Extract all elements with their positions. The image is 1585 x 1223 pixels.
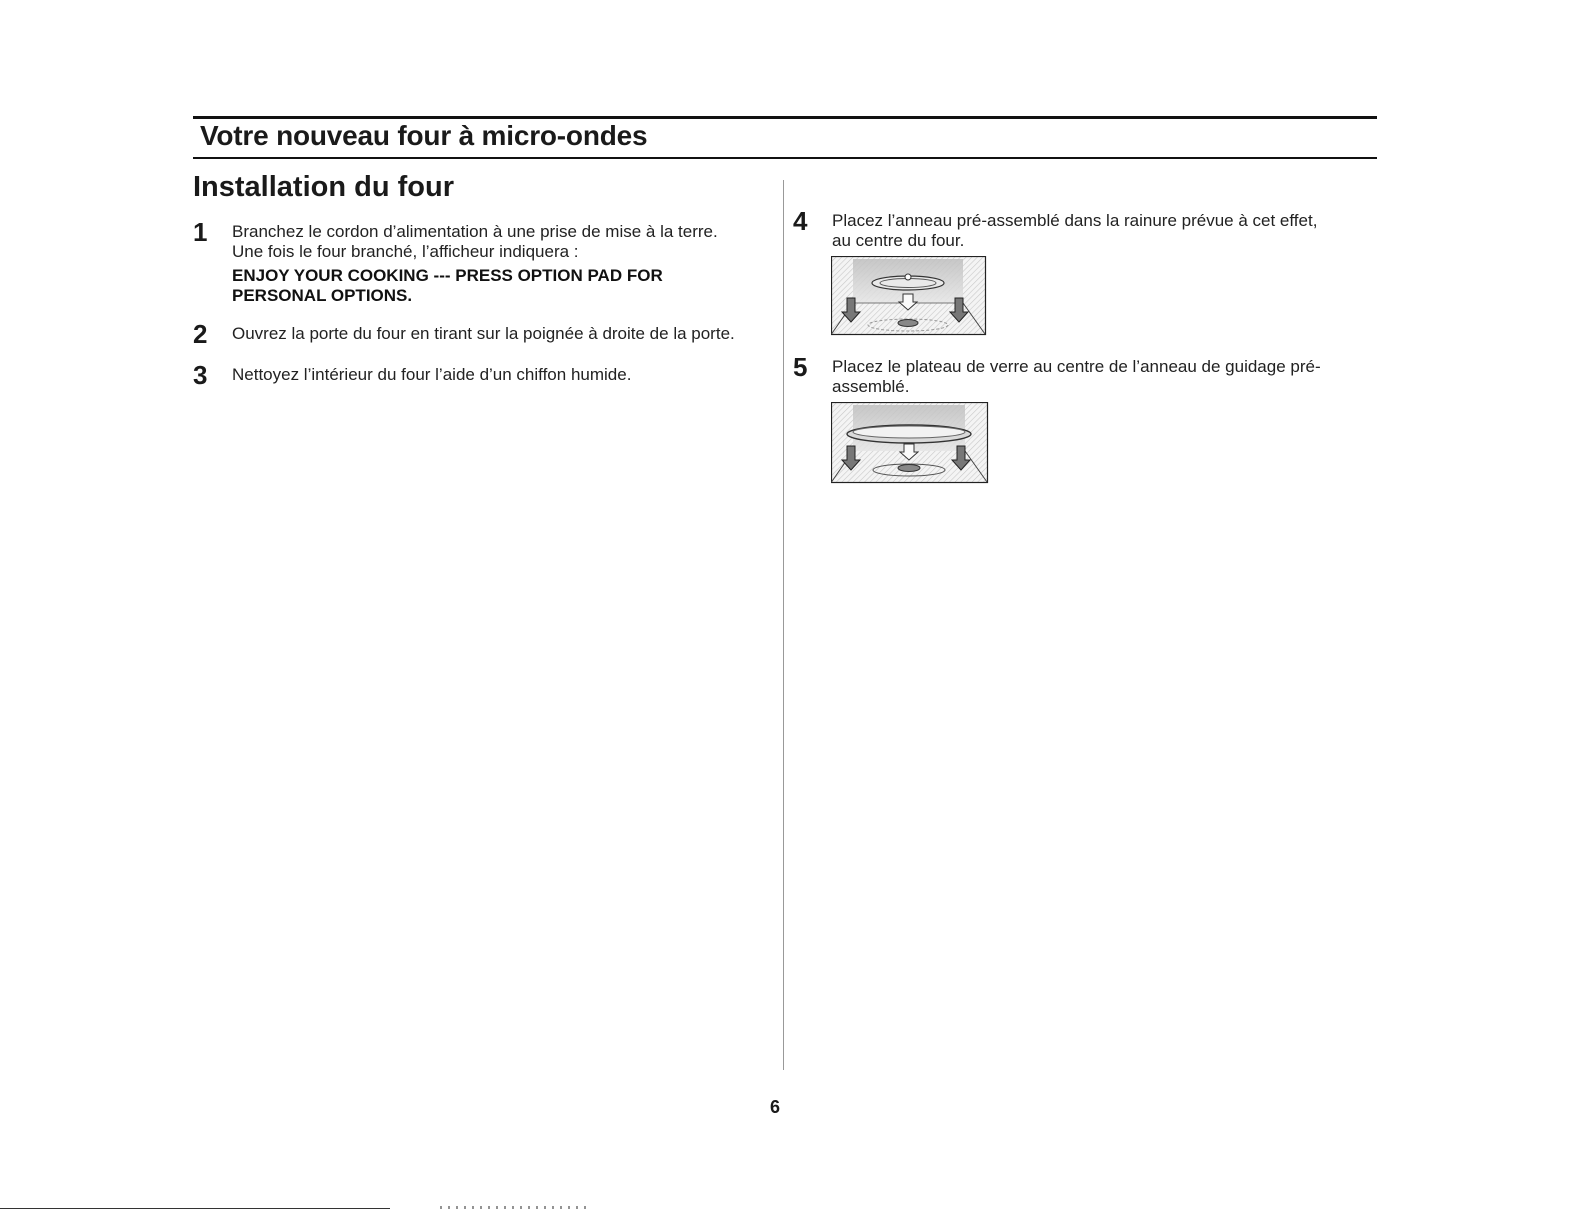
display-message: ENJOY YOUR COOKING --- PRESS OPTION PAD FOR PERSONAL OPTIONS. [232,266,663,305]
footer-rule [0,1208,390,1209]
step-number: 4 [793,206,808,236]
step-5 [793,353,1373,403]
column-divider [783,180,784,1070]
step-line: au centre du four. [832,231,965,250]
step-text [832,357,1321,397]
step-1 [193,218,773,313]
step-text [232,324,735,344]
step-text [232,222,718,306]
step-line: Nettoyez l’intérieur du four l’aide d’un chiffon humide. [232,365,632,384]
step-3 [193,361,773,391]
ring-placement-illustration [831,256,987,341]
step-text [832,211,1317,251]
step-line: assemblé. [832,377,910,396]
step-4 [793,207,1373,257]
step-number: 3 [193,360,208,390]
step-line: Placez l’anneau pré-assemblé dans la rainure prévue à cet effet, [832,211,1318,230]
step-line: Placez le plateau de verre au centre de l’anneau de guidage pré- [832,357,1321,376]
header-bottom-rule [193,157,1377,159]
page-number: 6 [770,1097,781,1117]
step-2 [193,320,773,350]
step-line: Une fois le four branché, l’afficheur indiquera : [232,242,579,261]
step-number: 5 [793,352,808,382]
subsection-title: Installation du four [193,171,454,203]
step-text [232,365,631,385]
step-number: 1 [193,217,208,247]
step-line: Branchez le cordon d’alimentation à une prise de mise à la terre. [232,222,718,241]
footer-print-marks [440,1206,590,1209]
glass-tray-placement-illustration [831,402,989,489]
step-number: 2 [193,319,208,349]
step-line: Ouvrez la porte du four en tirant sur la poignée à droite de la porte. [232,324,735,343]
section-title: Votre nouveau four à micro-ondes [200,120,648,151]
